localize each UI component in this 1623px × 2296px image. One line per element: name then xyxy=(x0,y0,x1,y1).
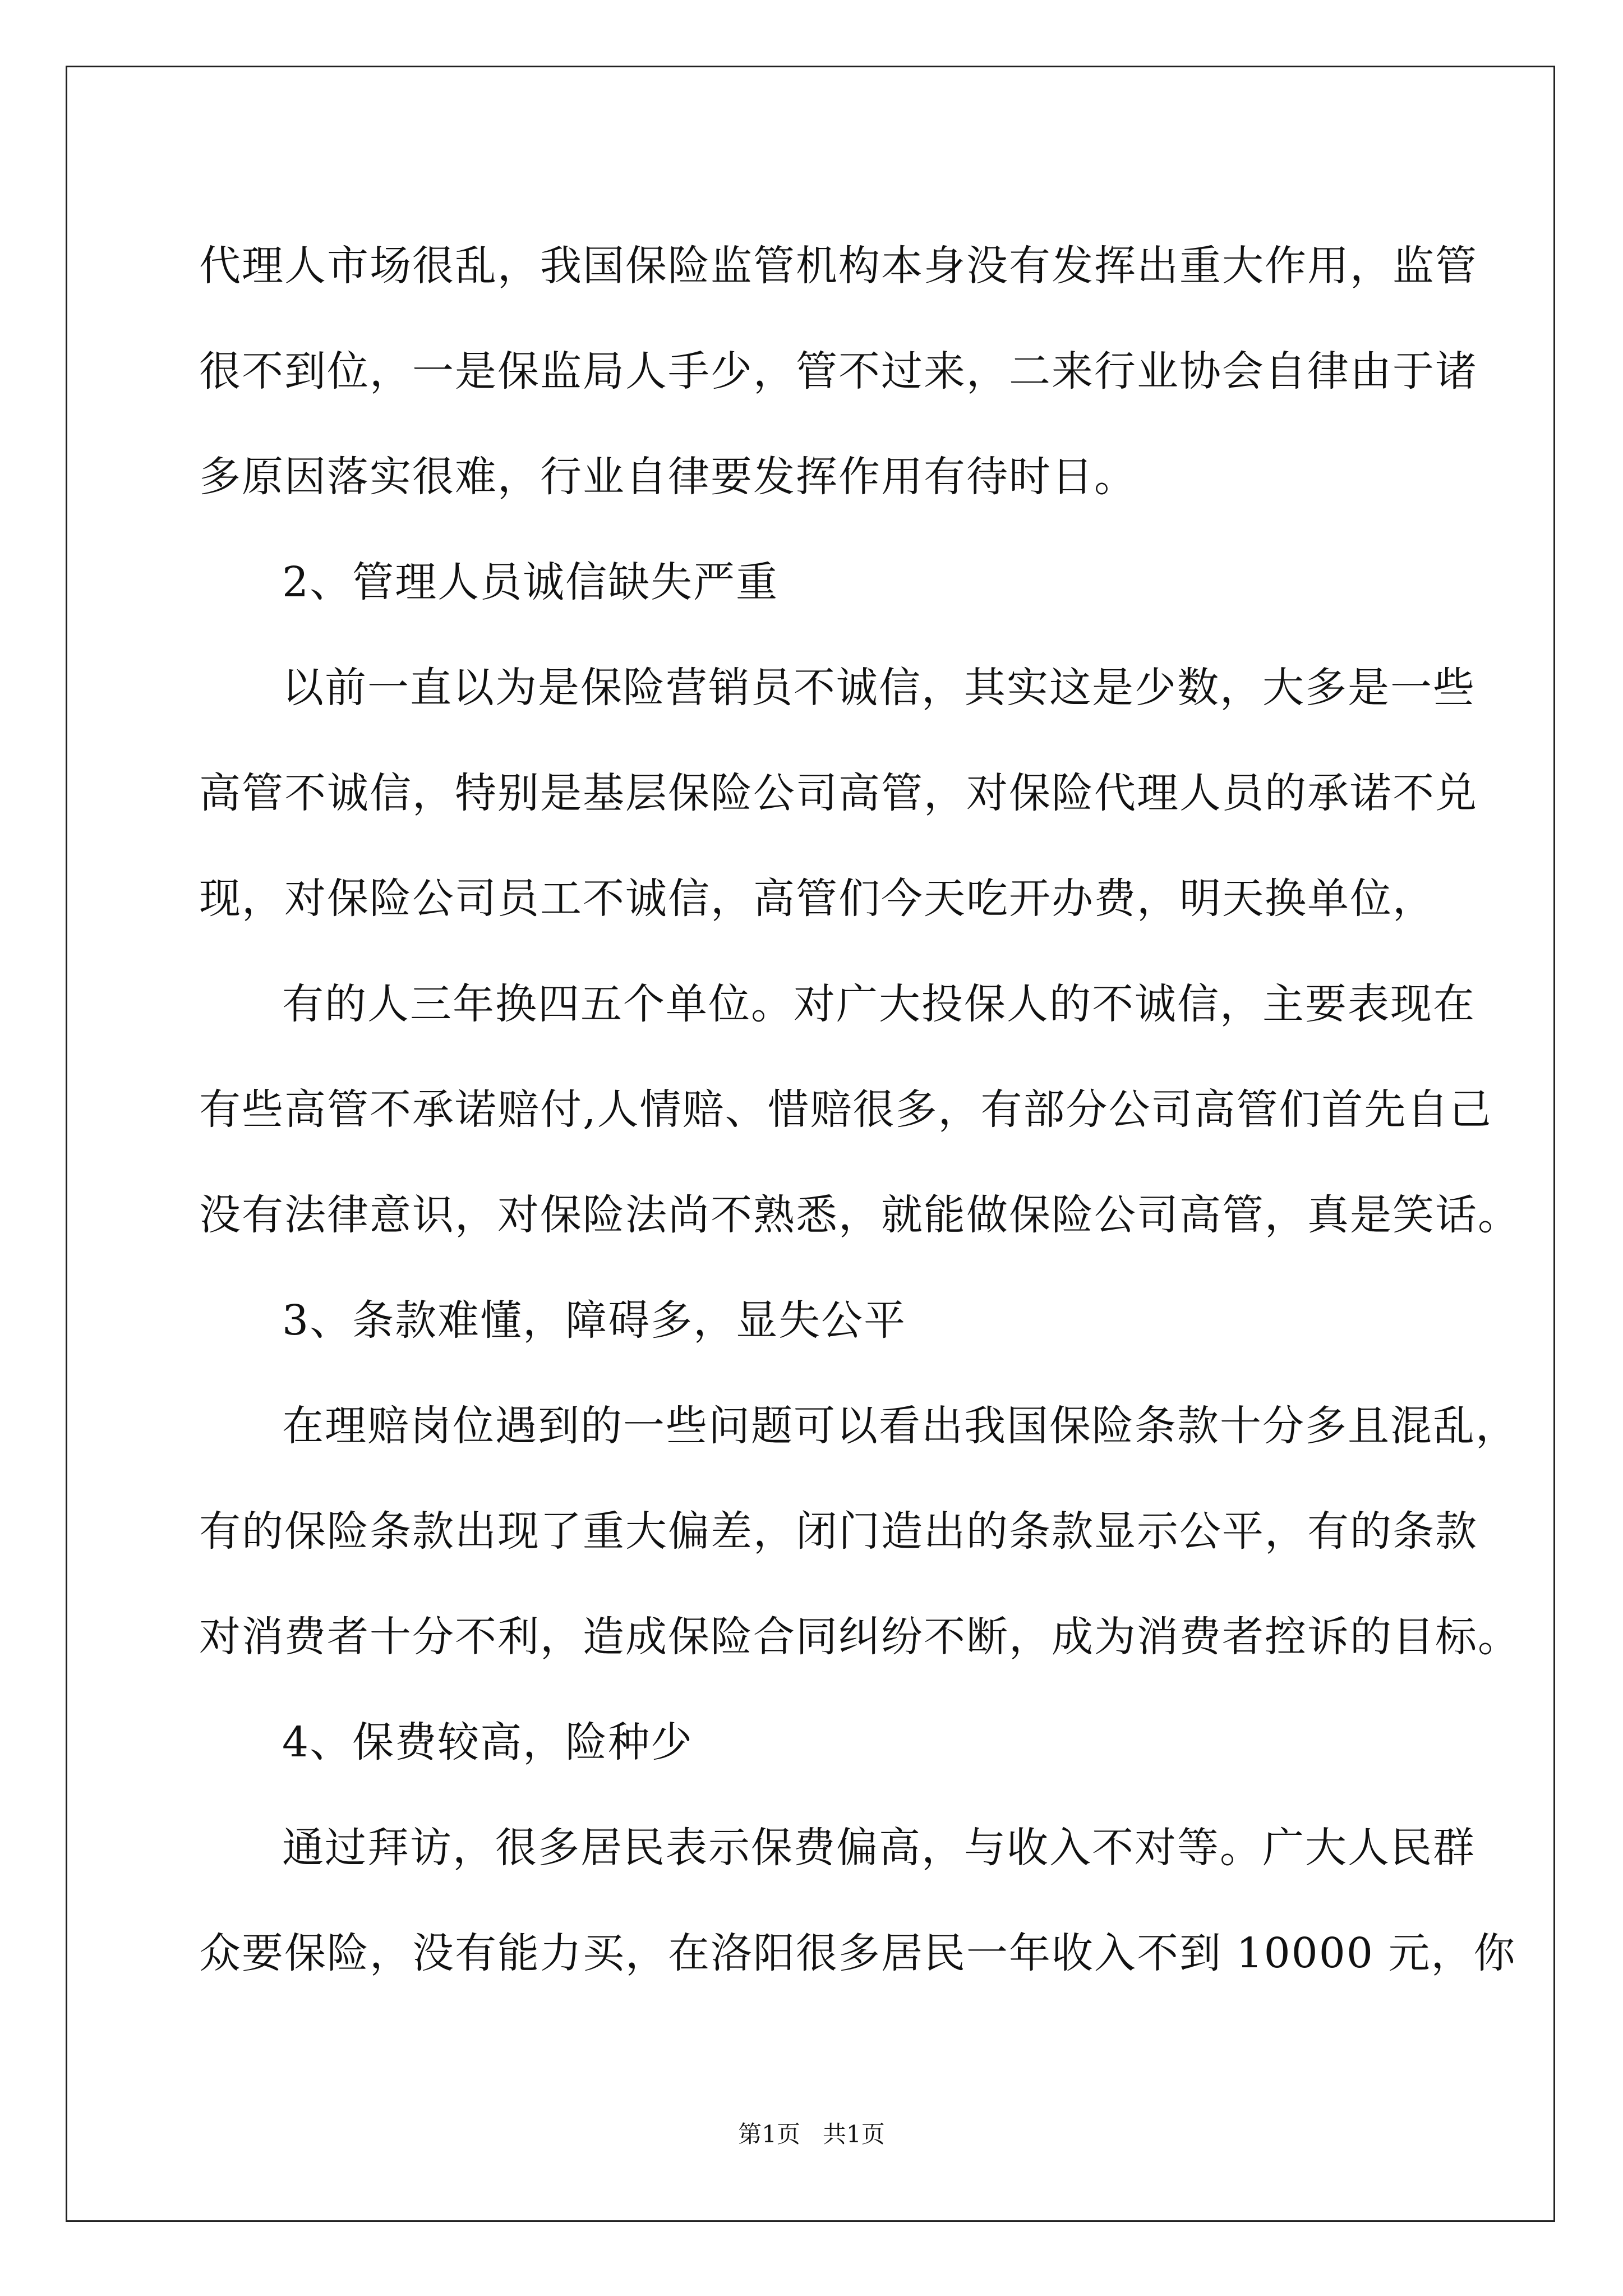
text-line: 代理人市场很乱，我国保险监管机构本身没有发挥出重大作用，监管 xyxy=(199,242,1478,290)
document-body xyxy=(199,213,1520,2006)
text-line: 很不到位，一是保监局人手少，管不过来，二来行业协会自律由于诸 xyxy=(199,347,1478,395)
page-number: 第1页 xyxy=(738,2120,800,2148)
text-line: 现，对保险公司员工不诚信，高管们今天吃开办费，明天换单位， xyxy=(199,875,1435,923)
text-line: 以前一直以为是保险营销员不诚信，其实这是少数，大多是一些 xyxy=(282,664,1476,712)
text-line: 没有法律意识，对保险法尚不熟悉，就能做保险公司高管，真是笑话。 xyxy=(199,1191,1520,1239)
page-footer xyxy=(0,2118,1623,2151)
section-heading: 3、条款难懂，障碍多，显失公平 xyxy=(282,1296,907,1345)
section-heading: 4、保费较高，险种少 xyxy=(282,1718,694,1766)
text-line: 在理赔岗位遇到的一些问题可以看出我国保险条款十分多且混乱， xyxy=(282,1402,1518,1450)
text-line: 众要保险，没有能力买，在洛阳很多居民一年收入不到 10000 元，你 xyxy=(199,1929,1516,1977)
text-line: 多原因落实很难，行业自律要发挥作用有待时日。 xyxy=(199,453,1137,501)
text-line: 有的保险条款出现了重大偏差，闭门造出的条款显示公平，有的条款 xyxy=(199,1507,1478,1556)
text-line: 通过拜访，很多居民表示保费偏高，与收入不对等。广大人民群 xyxy=(282,1824,1476,1872)
text-line: 有些高管不承诺赔付,人情赔、惜赔很多，有部分公司高管们首先自己 xyxy=(199,1085,1492,1134)
section-heading: 2、管理人员诚信缺失严重 xyxy=(282,558,779,606)
text-line: 高管不诚信，特别是基层保险公司高管，对保险代理人员的承诺不兑 xyxy=(199,769,1478,817)
text-line: 有的人三年换四五个单位。对广大投保人的不诚信，主要表现在 xyxy=(282,980,1476,1028)
page-total: 共1页 xyxy=(823,2120,885,2148)
text-line: 对消费者十分不利，造成保险合同纠纷不断，成为消费者控诉的目标。 xyxy=(199,1613,1520,1661)
